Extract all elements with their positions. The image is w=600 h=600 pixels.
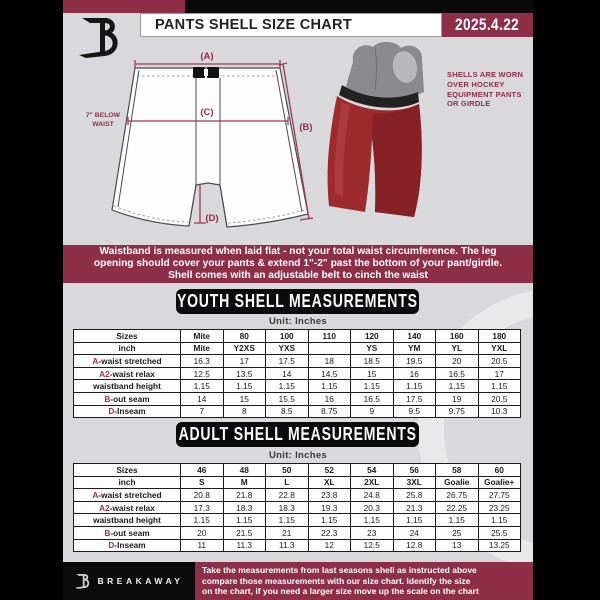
table-cell: 20.8 bbox=[181, 489, 224, 502]
table-cell: 1.15 bbox=[223, 514, 266, 527]
table-cell: Goalie+ bbox=[478, 476, 521, 489]
table-cell: 120 bbox=[351, 330, 394, 343]
row-label: D-Inseam bbox=[74, 539, 181, 552]
table-cell: 17.5 bbox=[393, 392, 436, 405]
row-label: waistband height bbox=[74, 514, 181, 527]
shell-note bbox=[447, 70, 533, 109]
table-cell: 80 bbox=[223, 330, 266, 343]
table-cell: 20 bbox=[436, 355, 479, 368]
table-row bbox=[74, 489, 521, 502]
date-label: 2025.4.22 bbox=[455, 15, 520, 34]
table-cell: 1.15 bbox=[478, 514, 521, 527]
table-cell: YXL bbox=[478, 342, 521, 355]
table-cell: 17.3 bbox=[181, 501, 224, 514]
table-cell: 58 bbox=[436, 464, 479, 477]
table-cell: 25.5 bbox=[478, 526, 521, 539]
table-cell: 1.15 bbox=[266, 380, 309, 393]
table-cell: 180 bbox=[478, 330, 521, 343]
table-cell: 54 bbox=[351, 464, 394, 477]
table-row bbox=[74, 330, 521, 343]
table-cell: 56 bbox=[393, 464, 436, 477]
table-cell: 1.15 bbox=[308, 380, 351, 393]
table-cell bbox=[308, 342, 351, 355]
table-cell: 27.75 bbox=[478, 489, 521, 502]
row-label: A2-waist relax bbox=[74, 501, 181, 514]
text-line: on the chart, if you need a larger size move up the scale on the chart bbox=[202, 586, 479, 597]
table-cell: 12.8 bbox=[393, 539, 436, 552]
footer bbox=[63, 562, 533, 600]
table-cell: 19.3 bbox=[308, 501, 351, 514]
table-cell: 24.8 bbox=[351, 489, 394, 502]
footer-brand-block bbox=[63, 562, 195, 600]
text-line: opening should cover your pants & extend 1"-2" past the bottom of your pant/girdle. bbox=[93, 257, 503, 269]
table-row bbox=[74, 380, 521, 393]
table-cell: 16.5 bbox=[436, 367, 479, 380]
table-cell: S bbox=[181, 476, 224, 489]
waist-note-line1: 7" BELOW bbox=[85, 112, 121, 119]
table-cell: 16.5 bbox=[351, 392, 394, 405]
table-cell: 10.3 bbox=[478, 405, 521, 418]
table-cell: 60 bbox=[478, 464, 521, 477]
row-label: inch bbox=[74, 342, 181, 355]
table-cell: 21.8 bbox=[223, 489, 266, 502]
table-cell: YL bbox=[436, 342, 479, 355]
table-cell: 13.5 bbox=[223, 367, 266, 380]
table-cell: YM bbox=[393, 342, 436, 355]
table-cell: 160 bbox=[436, 330, 479, 343]
table-cell: 8.75 bbox=[308, 405, 351, 418]
table-cell: 14 bbox=[181, 392, 224, 405]
table-cell: L bbox=[266, 476, 309, 489]
table-cell: 12.5 bbox=[351, 539, 394, 552]
table-cell: 25 bbox=[436, 526, 479, 539]
date-box bbox=[442, 13, 533, 37]
table-row bbox=[74, 367, 521, 380]
document-page bbox=[63, 0, 533, 600]
table-cell: 22.8 bbox=[266, 489, 309, 502]
row-label: A-waist stretched bbox=[74, 489, 181, 502]
table-cell: 20.3 bbox=[351, 501, 394, 514]
table-cell: 11.3 bbox=[266, 539, 309, 552]
table-cell: 1.15 bbox=[478, 380, 521, 393]
table-cell: 16 bbox=[308, 392, 351, 405]
notice-banner bbox=[63, 245, 533, 283]
table-cell: 14.5 bbox=[308, 367, 351, 380]
table-cell: 140 bbox=[393, 330, 436, 343]
youth-unit-label: Unit: Inches bbox=[269, 316, 327, 327]
table-cell: M bbox=[223, 476, 266, 489]
table-cell: 14 bbox=[266, 367, 309, 380]
youth-section-banner bbox=[176, 289, 419, 314]
waist-note-line2: WAIST bbox=[92, 121, 114, 128]
table-cell: 1.15 bbox=[266, 514, 309, 527]
table-cell: 18.5 bbox=[351, 355, 394, 368]
table-cell: 46 bbox=[181, 464, 224, 477]
table-row bbox=[74, 539, 521, 552]
row-label: D-Inseam bbox=[74, 405, 181, 418]
table-cell: 8.5 bbox=[266, 405, 309, 418]
row-label: Sizes bbox=[74, 464, 181, 477]
table-cell: 52 bbox=[308, 464, 351, 477]
table-cell: 25.8 bbox=[393, 489, 436, 502]
table-cell: 1.15 bbox=[351, 380, 394, 393]
text-line: Shell comes with an adjustable belt to cinch the waist bbox=[168, 270, 428, 282]
table-cell: 23 bbox=[351, 526, 394, 539]
table-cell: 7 bbox=[181, 405, 224, 418]
table-cell: 1.15 bbox=[308, 514, 351, 527]
breakaway-logo-icon bbox=[79, 15, 125, 59]
label-a: (A) bbox=[200, 51, 214, 62]
footer-instructions bbox=[195, 562, 533, 600]
table-cell: 9.5 bbox=[393, 405, 436, 418]
table-cell: Y2XS bbox=[223, 342, 266, 355]
text-line: OVER HOCKEY bbox=[447, 79, 505, 89]
row-label: inch bbox=[74, 476, 181, 489]
table-row bbox=[74, 342, 521, 355]
table-cell: 2XL bbox=[351, 476, 394, 489]
label-b: (B) bbox=[299, 122, 313, 133]
row-label: waistband height bbox=[74, 380, 181, 393]
table-cell: Mite bbox=[181, 330, 224, 343]
text-line: SHELLS ARE WORN bbox=[447, 70, 524, 79]
table-cell: 48 bbox=[223, 464, 266, 477]
table-cell: 13 bbox=[436, 539, 479, 552]
table-cell: 1.15 bbox=[181, 380, 224, 393]
table-row bbox=[74, 355, 521, 368]
table-cell: 1.15 bbox=[393, 514, 436, 527]
table-cell: 22.25 bbox=[436, 501, 479, 514]
table-cell: 20.5 bbox=[478, 392, 521, 405]
table-cell: 16.3 bbox=[181, 355, 224, 368]
table-cell: YS bbox=[351, 342, 394, 355]
table-cell: 18 bbox=[308, 355, 351, 368]
page-title: PANTS SHELL SIZE CHART bbox=[155, 17, 352, 33]
table-cell: 1.15 bbox=[436, 380, 479, 393]
table-cell: 1.15 bbox=[181, 514, 224, 527]
table-cell: 16 bbox=[393, 367, 436, 380]
row-label: A-waist stretched bbox=[74, 355, 181, 368]
table-cell: 50 bbox=[266, 464, 309, 477]
youth-measurements-table bbox=[73, 329, 521, 418]
table-cell: 15 bbox=[223, 392, 266, 405]
footer-brand-name: BREAKAWAY bbox=[97, 576, 184, 586]
table-cell: XL bbox=[308, 476, 351, 489]
text-line: compare those measurements with our size chart. Identify the size bbox=[202, 575, 471, 586]
text-line: Take the measurements from last seasons shell as instructed above bbox=[202, 565, 477, 576]
table-cell: 24 bbox=[393, 526, 436, 539]
table-cell: 26.75 bbox=[436, 489, 479, 502]
table-row bbox=[74, 526, 521, 539]
text-line: OR GIRDLE bbox=[447, 99, 491, 109]
table-cell: 13.25 bbox=[478, 539, 521, 552]
table-row bbox=[74, 405, 521, 418]
table-cell: 21.5 bbox=[223, 526, 266, 539]
row-label: Sizes bbox=[74, 330, 181, 343]
table-cell: 20 bbox=[181, 526, 224, 539]
table-cell: 21 bbox=[266, 526, 309, 539]
label-d: (D) bbox=[205, 213, 219, 224]
adult-unit-label: Unit: Inches bbox=[269, 450, 327, 461]
row-label: A2-waist relax bbox=[74, 367, 181, 380]
table-cell: 17.5 bbox=[266, 355, 309, 368]
table-cell: 15 bbox=[351, 367, 394, 380]
table-cell: 18.3 bbox=[266, 501, 309, 514]
table-cell: 11.3 bbox=[223, 539, 266, 552]
table-cell: 100 bbox=[266, 330, 309, 343]
table-cell: 20.5 bbox=[478, 355, 521, 368]
table-cell: 23.25 bbox=[478, 501, 521, 514]
adult-banner-label: ADULT SHELL MEASUREMENTS bbox=[178, 424, 417, 444]
table-row bbox=[74, 464, 521, 477]
table-cell: 17 bbox=[223, 355, 266, 368]
table-row bbox=[74, 514, 521, 527]
table-cell: 22.3 bbox=[308, 526, 351, 539]
table-cell: 12.5 bbox=[181, 367, 224, 380]
table-cell: 9.75 bbox=[436, 405, 479, 418]
table-cell: 17 bbox=[478, 367, 521, 380]
table-cell: 21.3 bbox=[393, 501, 436, 514]
table-cell: 9 bbox=[351, 405, 394, 418]
table-cell: 1.15 bbox=[351, 514, 394, 527]
table-cell: 8 bbox=[223, 405, 266, 418]
title-box bbox=[140, 13, 442, 37]
table-cell: 11 bbox=[181, 539, 224, 552]
youth-banner-label: YOUTH SHELL MEASUREMENTS bbox=[177, 291, 418, 311]
text-line: Waistband is measured when laid flat - not your total waist circumference. The leg bbox=[99, 245, 497, 257]
table-cell: 3XL bbox=[393, 476, 436, 489]
table-cell: 1.15 bbox=[223, 380, 266, 393]
table-cell: 19.5 bbox=[393, 355, 436, 368]
table-cell: 110 bbox=[308, 330, 351, 343]
table-row bbox=[74, 392, 521, 405]
shorts-outline-drawing bbox=[112, 68, 308, 227]
breakaway-footer-logo-icon bbox=[75, 572, 92, 590]
table-row bbox=[74, 501, 521, 514]
row-label: B-out seam bbox=[74, 526, 181, 539]
table-cell: 1.15 bbox=[393, 380, 436, 393]
adult-measurements-table bbox=[73, 463, 521, 552]
table-row bbox=[74, 476, 521, 489]
table-cell: 19 bbox=[436, 392, 479, 405]
top-strip-accent bbox=[63, 0, 185, 13]
text-line: EQUIPMENT PANTS bbox=[447, 89, 522, 99]
table-cell: Goalie bbox=[436, 476, 479, 489]
table-cell: 12 bbox=[308, 539, 351, 552]
shell-photo-illustration bbox=[328, 42, 424, 217]
top-strip bbox=[63, 0, 533, 13]
table-cell: 15.5 bbox=[266, 392, 309, 405]
label-c: (C) bbox=[200, 107, 214, 118]
table-cell: 23.8 bbox=[308, 489, 351, 502]
table-cell: Mite bbox=[181, 342, 224, 355]
adult-section-banner bbox=[176, 422, 419, 447]
table-cell: YXS bbox=[266, 342, 309, 355]
row-label: B-out seam bbox=[74, 392, 181, 405]
table-cell: 1.15 bbox=[436, 514, 479, 527]
table-cell: 18.3 bbox=[223, 501, 266, 514]
